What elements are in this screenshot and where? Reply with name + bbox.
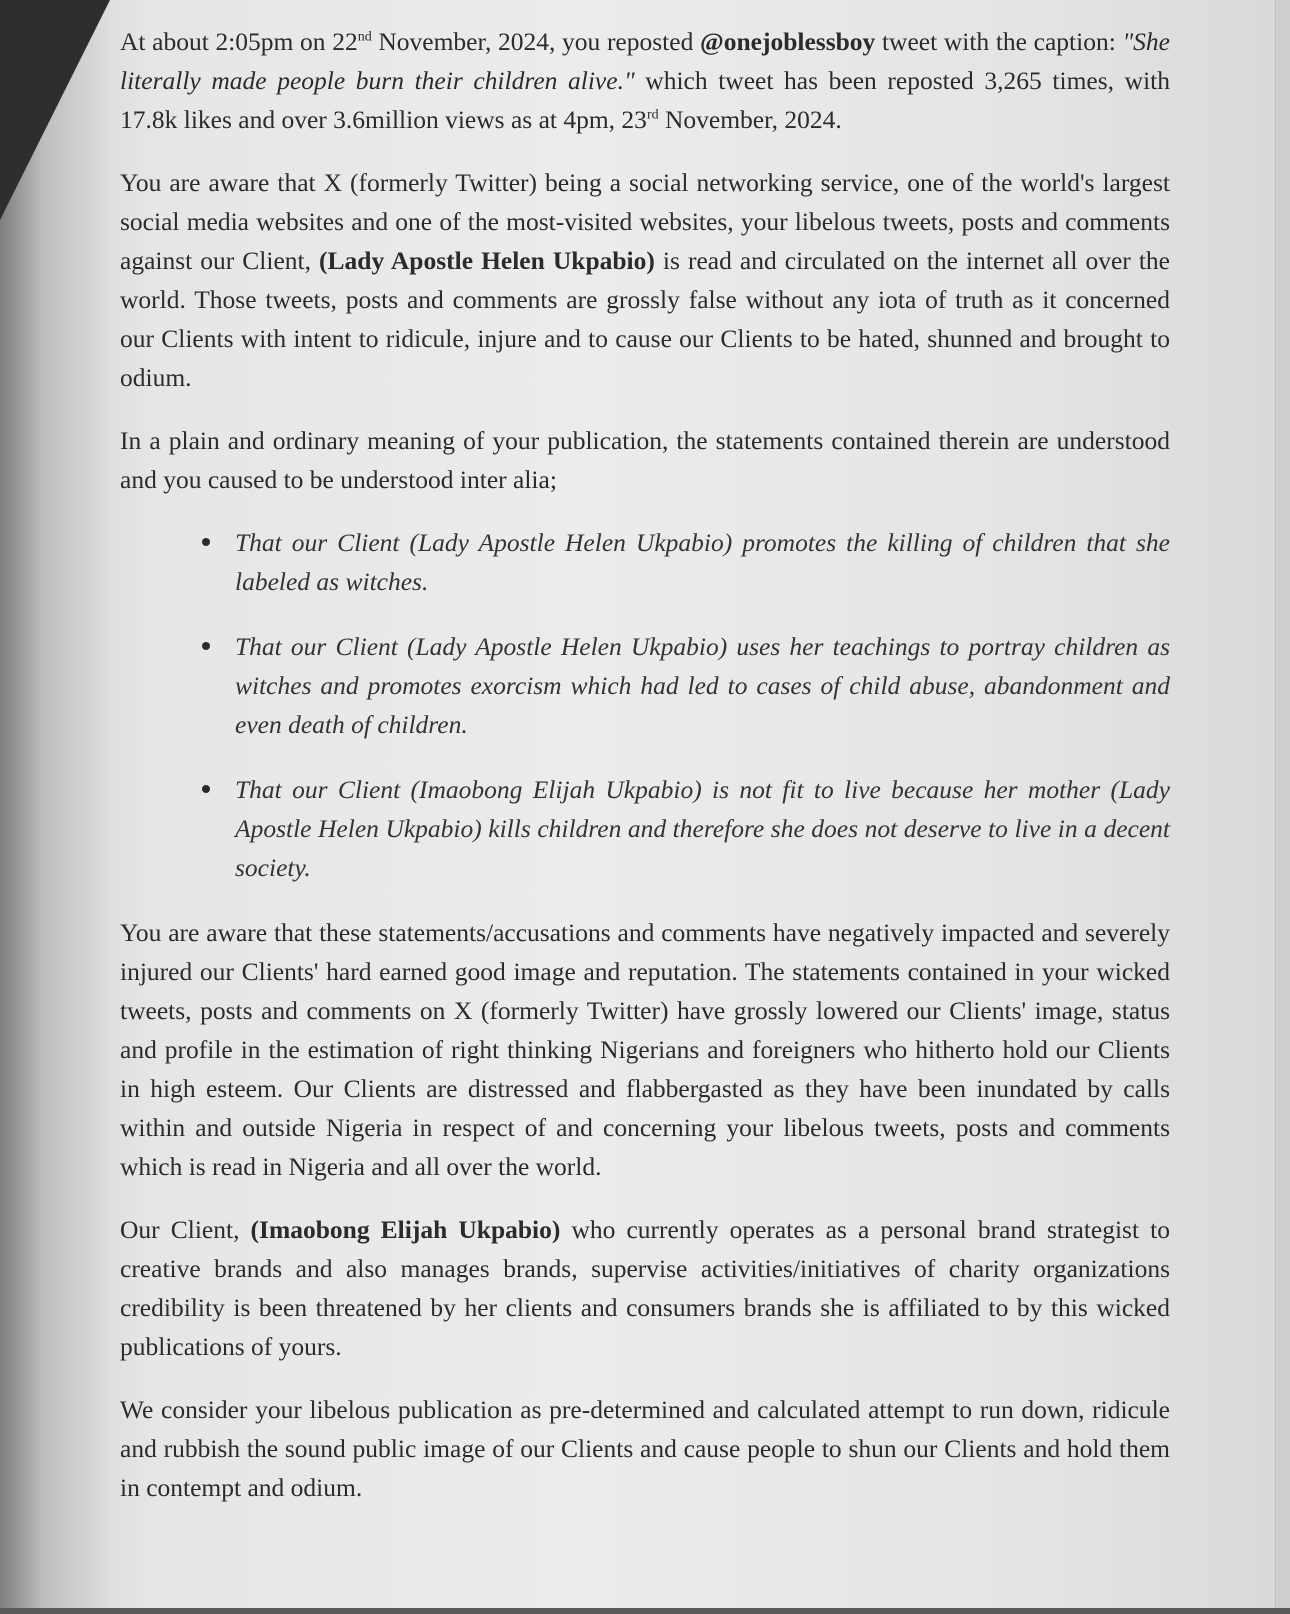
bullet-item: That our Client (Lady Apostle Helen Ukpabio) uses her teachings to portray children as witches and promotes exorcism which had led to cases of child abuse, abandonment and even death of children.: [235, 627, 1170, 744]
paragraph-text: is read and circulated on the internet all over the world. Those tweets, posts and comments are grossly false without any iota of truth as it concerned our Clients with intent to ridicule, injure and to cause our Clients to be hated, shunned and brought to odium.: [120, 246, 1170, 392]
paragraph-repost: [120, 22, 1170, 139]
client-name-bold: (Lady Apostle Helen Ukpabio): [319, 246, 655, 275]
bullet-item: That our Client (Imaobong Elijah Ukpabio) is not fit to live because her mother (Lady Apostle Helen Ukpabio) kills children and therefore she does not deserve to live in a decent society.: [235, 770, 1170, 887]
paragraph-consideration: We consider your libelous publication as pre-determined and calculated attempt to run down, ridicule and rubbish the sound public image of our Clients and cause people to shun our Clients and hold them in contempt and odium.: [120, 1395, 1170, 1502]
repost-end-date: November, 2024.: [658, 105, 842, 134]
dark-corner: [0, 0, 110, 220]
letter-body: [120, 22, 1170, 1531]
end-date-superscript: rd: [646, 107, 659, 123]
paragraph-meaning: In a plain and ordinary meaning of your publication, the statements contained therein are understood and you caused to be understood inter alia;: [120, 426, 1170, 494]
paragraph-text: You are aware that X (formerly Twitter) being a social networking service, one of the world's largest social media websites and one of the most-visited websites, your libelous tweets, posts and comments against our Client,: [120, 168, 1170, 275]
paragraph-libel-circulation: [120, 163, 1170, 397]
repost-date-rest: November, 2024, you reposted: [371, 27, 700, 56]
paragraph-text: Our Client,: [120, 1215, 251, 1244]
right-frame-edge: [1275, 0, 1290, 1614]
repost-after-handle: tweet with the caption:: [875, 27, 1123, 56]
tweet-caption: "She literally made people burn their children alive.": [120, 27, 1170, 95]
paragraph-impact: You are aware that these statements/accusations and comments have negatively impacted and severely injured our Clients' hard earned good image and reputation. The statements contained in your wicked tweets, posts and comments on X (formerly Twitter) have grossly lowered our Clients' image, status and profile in the estimation of right thinking Nigerians and foreigners who hitherto hold our Clients in high esteem. Our Clients are distressed and flabbergasted as they have been inundated by calls within and outside Nigeria in respect of and concerning your libelous tweets, posts and comments which is read in Nigeria and all over the world.: [120, 918, 1170, 1181]
bullet-item: That our Client (Lady Apostle Helen Ukpabio) promotes the killing of children that she labeled as witches.: [235, 523, 1170, 601]
bottom-frame-edge: [0, 1608, 1290, 1614]
client-name-bold: (Imaobong Elijah Ukpabio): [250, 1215, 561, 1244]
paragraph-text: who currently operates as a personal brand strategist to creative brands and also manages brands, supervise activities/initiatives of charity organizations credibility is been threatened by her clients and consumers brands she is affiliated to by this wicked publications of yours.: [120, 1215, 1170, 1361]
twitter-handle: @onejoblessboy: [699, 27, 876, 56]
repost-date-prefix: At about 2:05pm on 22: [120, 27, 358, 56]
date-superscript: nd: [357, 29, 372, 45]
paragraph-client-imaobong: [120, 1210, 1170, 1366]
bullet-list: [120, 523, 1170, 887]
left-shadow: [0, 0, 110, 1614]
repost-stats: which tweet has been reposted 3,265 times, with 17.8k likes and over 3.6million views as at 4pm, 23: [120, 66, 1170, 134]
